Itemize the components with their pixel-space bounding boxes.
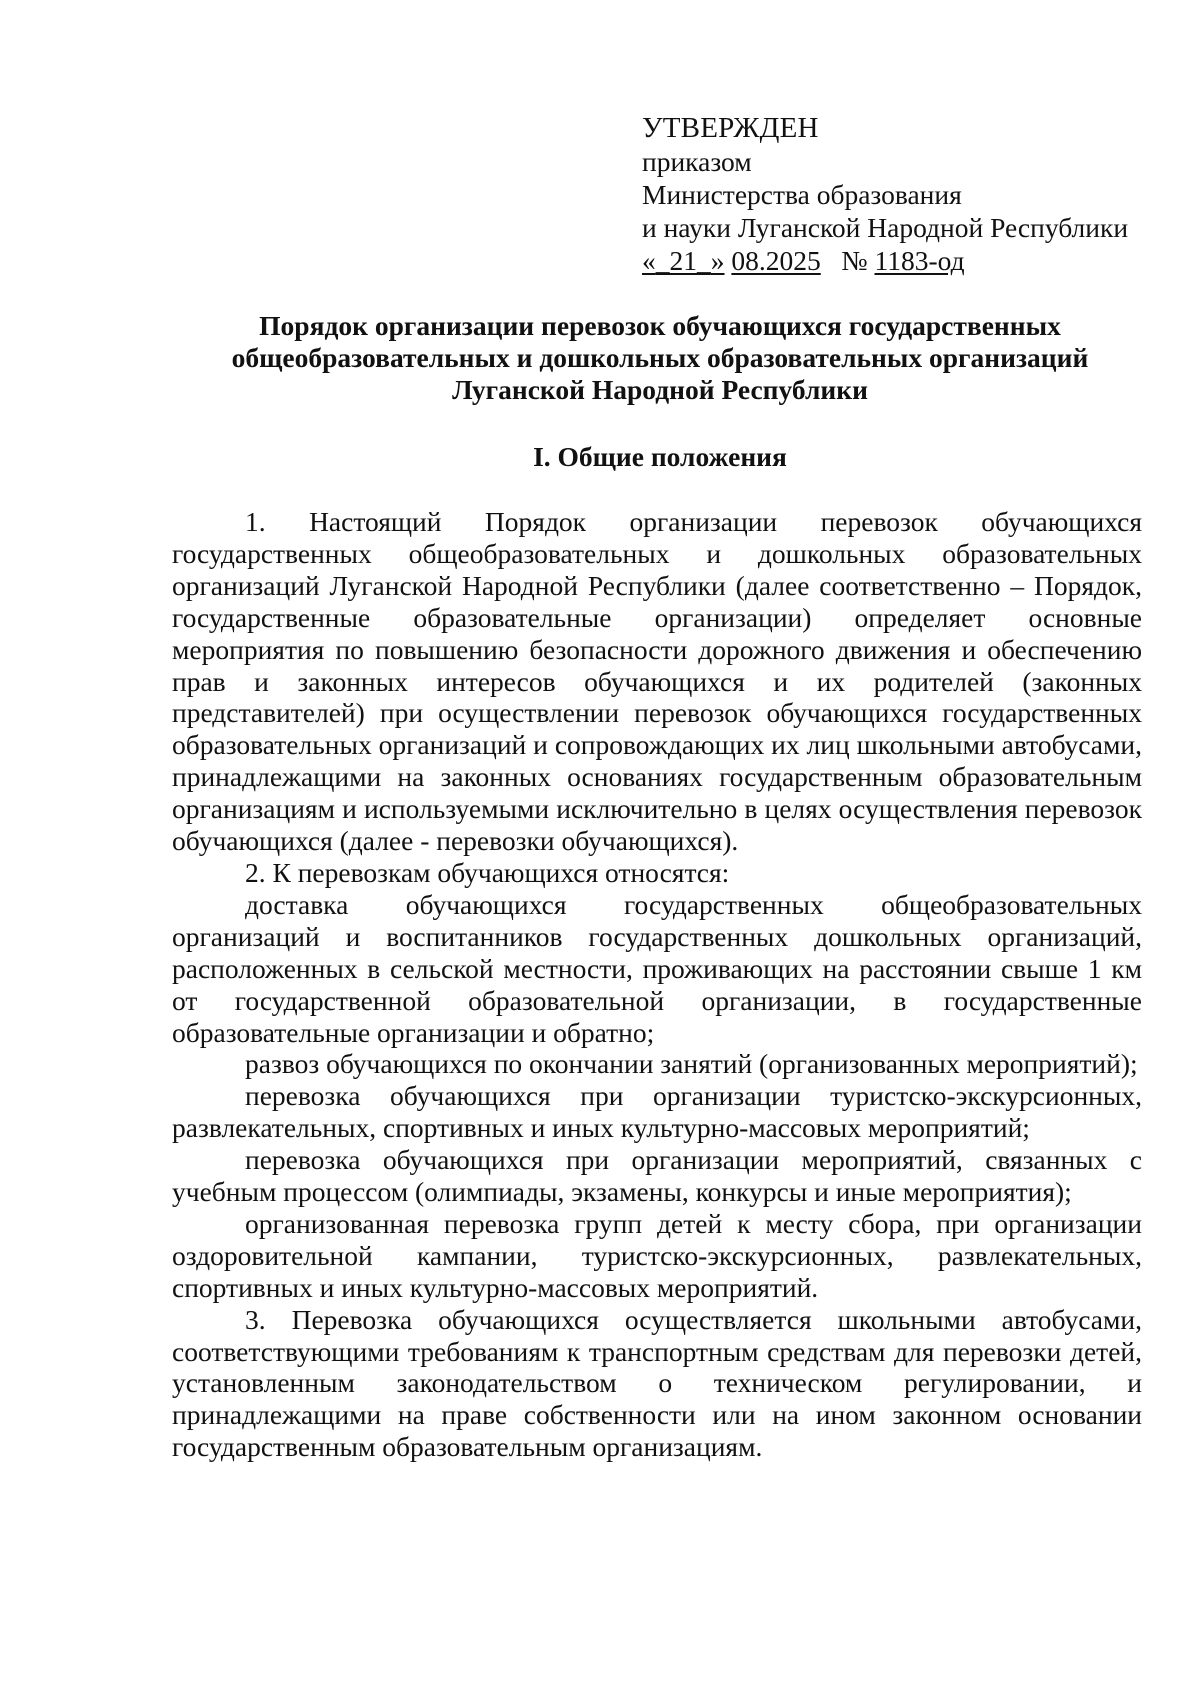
approval-date-line xyxy=(642,244,1162,277)
document-body xyxy=(172,506,1142,1463)
list-item-tourism: перевозка обучающихся при организации туристско-экскурсионных, развлекательных, спортивных и иных культурно-массовых мероприятий; xyxy=(172,1080,1142,1144)
list-item-group-transport: организованная перевозка групп детей к месту сбора, при организации оздоровительной кампании, туристско-экскурсионных, развлекательных, спортивных и иных культурно-массовых мероприятий. xyxy=(172,1207,1142,1303)
approval-title: УТВЕРЖДЕН xyxy=(642,112,819,144)
paragraph-2: 2. К перевозкам обучающихся относятся: xyxy=(245,856,730,888)
approval-line-republic: и науки Луганской Народной Республики xyxy=(642,212,1129,243)
date-close-quote: » xyxy=(710,245,725,276)
document-title-line-1: Порядок организации перевозок обучающихся государственных xyxy=(259,310,1061,341)
date-month-year: 08.2025 xyxy=(731,245,821,276)
number-sign: № xyxy=(841,245,868,276)
list-item-delivery: доставка обучающихся государственных общеобразовательных организаций и воспитанников государственных дошкольных организаций, расположенных в сельской местности, проживающих на расстоянии свыше 1 км от государственной образовательной организации, в государственные образовательные организации и обратно; xyxy=(172,888,1142,1048)
approval-block xyxy=(642,112,1162,277)
list-item-return: развоз обучающихся по окончании занятий (организованных мероприятий); xyxy=(245,1048,1138,1080)
paragraph-1: 1. Настоящий Порядок организации перевозок обучающихся государственных общеобразовательных и дошкольных образовательных организаций Луганской Народной Республики (далее соответственно – Порядок, государственные образовательные организации) определяет основные мероприятия по повышению безопасности дорожного движения и обеспечению прав и законных интересов обучающихся и их родителей (законных представителей) при осуществлении перевозок обучающихся государственных образовательных организаций и сопровождающих их лиц школьными автобусами, принадлежащими на законных основаниях государственным образовательным организациям и используемыми исключительно в целях осуществления перевозок обучающихся (далее - перевозки обучающихся). xyxy=(172,506,1142,857)
approval-line-ministry: Министерства образования xyxy=(642,179,962,210)
approval-line-order: приказом xyxy=(642,146,752,177)
paragraph-3: 3. Перевозка обучающихся осуществляется школьными автобусами, соответствующими требованиям к транспортным средствам для перевозки детей, установленным законодательством о техническом регулировании, и принадлежащими на праве собственности или на ином законном основании государственным образовательным организациям. xyxy=(172,1303,1142,1463)
date-day: _21_ xyxy=(655,245,711,276)
date-open-quote: « xyxy=(642,245,656,276)
document-title xyxy=(150,310,1170,406)
section-heading: I. Общие положения xyxy=(533,441,787,472)
document-title-line-2: общеобразовательных и дошкольных образовательных организаций xyxy=(231,342,1089,373)
list-item-education: перевозка обучающихся при организации мероприятий, связанных с учебным процессом (олимпиады, экзамены, конкурсы и иные мероприятия); xyxy=(172,1144,1142,1208)
order-number: 1183-од xyxy=(874,245,965,276)
document-title-line-3: Луганской Народной Республики xyxy=(452,374,868,405)
